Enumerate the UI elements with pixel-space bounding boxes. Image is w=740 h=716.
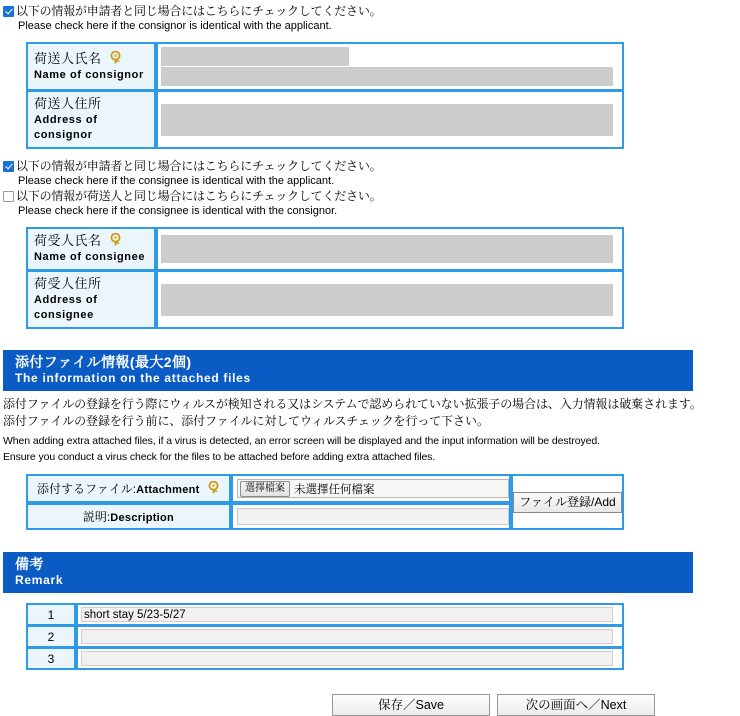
add-file-button[interactable]: ファイル登録/Add (513, 492, 621, 513)
description-input[interactable] (237, 508, 509, 525)
question-help-icon[interactable] (109, 233, 122, 247)
consignee-same-as-applicant-checkbox[interactable] (3, 161, 14, 172)
consignor-address-label-cell (26, 91, 156, 149)
attachment-section-header (3, 350, 693, 391)
consignee-address-label-en: Address of consignee (34, 294, 98, 321)
attachment-table (26, 474, 624, 530)
consignor-address-input[interactable] (161, 104, 613, 136)
save-button[interactable]: 保存／Save (332, 694, 490, 716)
consignor-address-label-en: Address of consignor (34, 114, 98, 141)
consignor-same-as-applicant-label-jp: 以下の情報が申請者と同じ場合にはこちらにチェックしてください。 (16, 4, 382, 18)
attachment-label-cell (26, 474, 231, 503)
consignor-name-value-cell (156, 42, 624, 91)
attachment-section-header-jp: 添付ファイル情報(最大2個) (15, 354, 192, 370)
consignee-name-value-cell (156, 227, 624, 271)
remark-row-value-cell (76, 648, 624, 670)
description-label-jp: 説明: (82, 510, 111, 524)
description-label-cell (26, 503, 231, 530)
consignee-name-label-en: Name of consignee (34, 251, 146, 263)
attachment-section-header-en: The information on the attached files (15, 371, 251, 385)
attachment-notice-en-2: Ensure you conduct a virus check for the files to be attached before adding extra attached files. (3, 451, 436, 463)
consignee-same-as-applicant-label-jp: 以下の情報が申請者と同じ場合にはこちらにチェックしてください。 (16, 159, 382, 173)
consignee-name-label-cell (26, 227, 156, 271)
consignor-address-label-jp: 荷送人住所 (34, 96, 102, 111)
add-file-button-cell (511, 474, 624, 530)
consignor-same-as-applicant-label-en: Please check here if the consignor is identical with the applicant. (18, 20, 332, 32)
consignee-address-row (26, 271, 624, 329)
consignee-name-row (26, 227, 624, 271)
remark-section-header-jp: 備考 (15, 556, 44, 572)
remark-section-header-en: Remark (15, 573, 64, 587)
question-help-icon[interactable] (109, 51, 122, 65)
description-input-cell (231, 503, 511, 530)
remark-row-number: 1 (26, 603, 76, 626)
next-button[interactable]: 次の画面へ／Next (497, 694, 655, 716)
footer-button-bar (0, 694, 740, 716)
remark-input-3[interactable] (81, 651, 613, 666)
consignor-address-value-cell (156, 91, 624, 149)
consignee-table (26, 227, 624, 329)
consignor-name-label-jp: 荷送人氏名 (34, 50, 102, 66)
consignor-name-input-line1[interactable] (161, 47, 349, 66)
attachment-notice-en-1: When adding extra attached files, if a virus is detected, an error screen will be displayed and the input information will be destroyed. (3, 435, 600, 447)
file-input-field[interactable] (237, 479, 509, 498)
attachment-section (0, 350, 740, 530)
consignee-address-input[interactable] (161, 284, 613, 316)
consignor-name-input-line2[interactable] (161, 67, 613, 86)
consignor-address-row (26, 91, 624, 149)
attachment-file-input-cell (231, 474, 511, 503)
consignee-same-as-consignor-label-en: Please check here if the consignee is identical with the consignor. (18, 205, 338, 217)
remark-row-number: 3 (26, 648, 76, 670)
remark-table (26, 603, 624, 670)
consignee-address-label-cell (26, 271, 156, 329)
attachment-notice-jp-2: 添付ファイルの登録を行う前に、添付ファイルに対してウィルスチェックを行って下さい。 (3, 414, 489, 428)
choose-file-button[interactable]: 選擇檔案 (240, 481, 290, 497)
consignor-same-as-applicant-row (0, 4, 740, 19)
question-help-icon[interactable] (207, 481, 220, 495)
consignee-section (0, 159, 740, 329)
remark-row-number: 2 (26, 626, 76, 648)
attachment-notice-jp-1: 添付ファイルの登録を行う際にウィルスが検知される又はシステムで認められていない拡張子の場合は、入力情報は破棄されます。 (3, 397, 702, 411)
consignee-same-as-consignor-row (0, 189, 740, 204)
consignee-address-value-cell (156, 271, 624, 329)
remark-row-value-cell (76, 626, 624, 648)
consignee-name-label-jp: 荷受人氏名 (34, 233, 102, 248)
table-row (26, 626, 624, 648)
table-row (26, 648, 624, 670)
attachment-file-row (26, 474, 624, 503)
attachment-label-jp: 添付するファイル: (37, 482, 137, 496)
consignor-name-label-en: Name of consignor (34, 68, 144, 81)
remark-input-1[interactable]: short stay 5/23-5/27 (81, 607, 613, 622)
remark-section-header (3, 552, 693, 593)
consignor-name-row (26, 42, 624, 91)
consignor-name-label-cell (26, 42, 156, 91)
consignee-name-input[interactable] (161, 235, 613, 263)
consignor-section (0, 4, 740, 149)
remark-row-value-cell (76, 603, 624, 626)
description-label-en: Description (110, 512, 175, 524)
attachment-label-en: Attachment (136, 484, 200, 496)
consignee-same-as-consignor-label-jp: 以下の情報が荷送人と同じ場合にはこちらにチェックしてください。 (16, 189, 382, 203)
table-row (26, 603, 624, 626)
consignee-same-as-consignor-checkbox[interactable] (3, 191, 14, 202)
consignee-address-label-jp: 荷受人住所 (34, 276, 102, 291)
consignor-same-as-applicant-checkbox[interactable] (3, 6, 14, 17)
remark-input-2[interactable] (81, 629, 613, 644)
consignee-same-as-applicant-row (0, 159, 740, 174)
consignor-table (26, 42, 624, 149)
file-status-text: 未選擇任何檔案 (294, 483, 375, 496)
consignee-same-as-applicant-label-en: Please check here if the consignee is identical with the applicant. (18, 175, 335, 187)
remark-section (0, 552, 740, 670)
